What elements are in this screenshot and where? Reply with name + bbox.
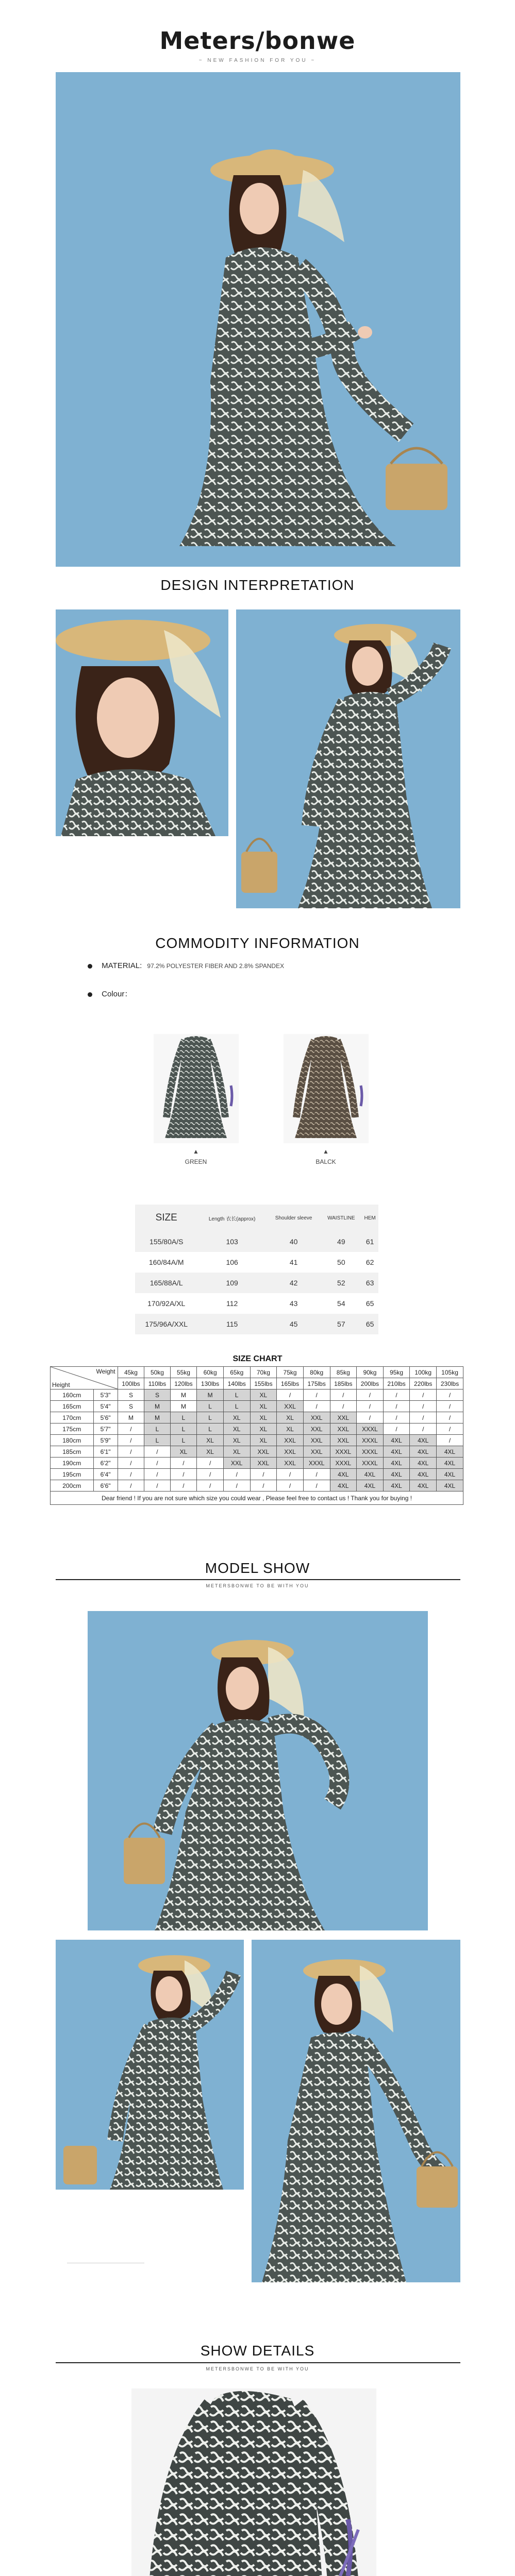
size-chart-cell: / bbox=[170, 1480, 197, 1492]
size-chart-cell: XXXL bbox=[357, 1435, 384, 1446]
size-chart-cell: XL bbox=[223, 1423, 250, 1435]
size-chart-cell: XL bbox=[250, 1423, 277, 1435]
size-chart-cell: 4XL bbox=[383, 1458, 410, 1469]
show-details-title: SHOW DETAILS bbox=[200, 2343, 315, 2359]
size-chart-cell: 4XL bbox=[383, 1435, 410, 1446]
size-chart-row bbox=[51, 1446, 463, 1458]
triangle-marker-icon: ▲ bbox=[193, 1148, 199, 1155]
size-chart-cell: XXL bbox=[277, 1401, 304, 1412]
size-chart-cell: XXL bbox=[303, 1435, 330, 1446]
size-table-cell: 115 bbox=[197, 1314, 266, 1334]
size-chart-cell: 4XL bbox=[330, 1469, 357, 1480]
commodity-information-title: COMMODITY INFORMATION bbox=[155, 935, 360, 951]
waistline-header: WAISTLINE bbox=[321, 1205, 361, 1231]
weight-lbs-header: 140lbs bbox=[223, 1378, 250, 1389]
weight-kg-header: 75kg bbox=[277, 1367, 304, 1378]
size-chart-cell: / bbox=[330, 1389, 357, 1401]
weight-kg-header: 60kg bbox=[197, 1367, 224, 1378]
weight-lbs-header: 185lbs bbox=[330, 1378, 357, 1389]
height-ft-cell: 5'4" bbox=[93, 1401, 118, 1412]
size-chart-cell: L bbox=[223, 1389, 250, 1401]
size-chart-cell: / bbox=[118, 1446, 144, 1458]
model-show-main-photo bbox=[88, 1611, 428, 1930]
height-ft-cell: 6'1" bbox=[93, 1446, 118, 1458]
weight-kg-header: 45kg bbox=[118, 1367, 144, 1378]
size-chart-cell: XXL bbox=[330, 1435, 357, 1446]
height-cm-cell: 200cm bbox=[51, 1480, 94, 1492]
size-table-cell: 54 bbox=[337, 1299, 345, 1308]
height-ft-cell: 6'6" bbox=[93, 1480, 118, 1492]
size-chart-cell: / bbox=[118, 1469, 144, 1480]
size-chart-note-row bbox=[51, 1492, 463, 1505]
size-chart-cell: / bbox=[197, 1469, 224, 1480]
size-chart-cell: M bbox=[197, 1389, 224, 1401]
weight-lbs-header: 230lbs bbox=[437, 1378, 463, 1389]
colour-label: Colour： bbox=[102, 990, 132, 998]
size-chart-cell: / bbox=[383, 1389, 410, 1401]
size-chart-cell: XXL bbox=[223, 1458, 250, 1469]
colour-line bbox=[88, 988, 132, 999]
weight-kg-header: 95kg bbox=[383, 1367, 410, 1378]
size-table-cell: 43 bbox=[289, 1299, 298, 1308]
size-table-cell: 65 bbox=[366, 1299, 374, 1308]
size-chart-cell: / bbox=[410, 1412, 437, 1423]
weight-kg-header: 90kg bbox=[357, 1367, 384, 1378]
weight-kg-header: 85kg bbox=[330, 1367, 357, 1378]
size-chart-cell: 4XL bbox=[437, 1480, 463, 1492]
size-chart-cell: / bbox=[357, 1401, 384, 1412]
material-line bbox=[88, 961, 284, 970]
size-chart-cell: M bbox=[118, 1412, 144, 1423]
size-chart-cell: XL bbox=[250, 1435, 277, 1446]
swatch-green-label: ▲ GREEN bbox=[157, 1148, 235, 1165]
size-table-row bbox=[135, 1231, 378, 1252]
size-chart-cell: XL bbox=[250, 1401, 277, 1412]
size-chart-cell: / bbox=[410, 1423, 437, 1435]
size-chart-row bbox=[51, 1469, 463, 1480]
size-chart-row bbox=[51, 1401, 463, 1412]
size-table-cell: 50 bbox=[337, 1258, 345, 1266]
show-details-subtitle: METERSBONWE TO BE WITH YOU bbox=[206, 2366, 309, 2371]
size-chart-cell: / bbox=[410, 1401, 437, 1412]
size-chart-cell: / bbox=[144, 1446, 170, 1458]
hem-header: HEM bbox=[361, 1205, 378, 1231]
size-chart-cell: / bbox=[383, 1423, 410, 1435]
design-full-photo bbox=[236, 609, 460, 908]
size-chart-cell: XXXL bbox=[330, 1458, 357, 1469]
size-chart-cell: 4XL bbox=[383, 1480, 410, 1492]
model-show-photo-right bbox=[252, 1940, 460, 2282]
weight-height-corner: Weight Height bbox=[51, 1367, 118, 1389]
size-chart-cell: XXL bbox=[330, 1423, 357, 1435]
size-chart-cell: / bbox=[197, 1480, 224, 1492]
size-chart-cell: 4XL bbox=[383, 1469, 410, 1480]
height-cm-cell: 175cm bbox=[51, 1423, 94, 1435]
size-chart-cell: / bbox=[383, 1412, 410, 1423]
size-chart-cell: 4XL bbox=[410, 1458, 437, 1469]
height-cm-cell: 170cm bbox=[51, 1412, 94, 1423]
size-header: SIZE bbox=[135, 1205, 197, 1231]
size-table-cell: 40 bbox=[267, 1231, 321, 1252]
size-chart-cell: L bbox=[144, 1423, 170, 1435]
size-chart-row bbox=[51, 1435, 463, 1446]
size-chart-cell: / bbox=[357, 1389, 384, 1401]
size-chart-cell: / bbox=[303, 1401, 330, 1412]
size-chart-cell: XL bbox=[223, 1446, 250, 1458]
size-chart-cell: / bbox=[330, 1401, 357, 1412]
size-chart-cell: / bbox=[303, 1480, 330, 1492]
size-chart-row bbox=[51, 1480, 463, 1492]
size-chart-cell: XXL bbox=[250, 1458, 277, 1469]
size-chart-cell: 4XL bbox=[410, 1469, 437, 1480]
size-chart-cell: XXL bbox=[303, 1412, 330, 1423]
size-chart-cell: XL bbox=[170, 1446, 197, 1458]
size-chart-cell: L bbox=[144, 1435, 170, 1446]
size-chart-cell: XL bbox=[250, 1412, 277, 1423]
weight-kg-header: 70kg bbox=[250, 1367, 277, 1378]
size-chart-cell: / bbox=[277, 1469, 304, 1480]
size-table-cell: 103 bbox=[197, 1231, 266, 1252]
size-table-cell: 175/96A/XXL bbox=[135, 1314, 197, 1334]
height-ft-cell: 5'3" bbox=[93, 1389, 118, 1401]
size-chart-cell: / bbox=[118, 1480, 144, 1492]
size-table-cell: 57 bbox=[321, 1314, 361, 1334]
size-chart-cell: / bbox=[277, 1389, 304, 1401]
size-chart-cell: 4XL bbox=[437, 1458, 463, 1469]
weight-lbs-header: 155lbs bbox=[250, 1378, 277, 1389]
size-chart-cell: L bbox=[170, 1435, 197, 1446]
swatch-black[interactable] bbox=[284, 1034, 369, 1143]
size-table-cell: 63 bbox=[361, 1273, 378, 1293]
shoulder-header: Shoulder sleeve bbox=[267, 1205, 321, 1231]
size-chart-cell: XXL bbox=[250, 1446, 277, 1458]
weight-lbs-header: 200lbs bbox=[357, 1378, 384, 1389]
weight-lbs-header: 210lbs bbox=[383, 1378, 410, 1389]
size-table-cell: 106 bbox=[226, 1258, 238, 1266]
size-chart-cell: / bbox=[437, 1401, 463, 1412]
size-chart-cell: / bbox=[303, 1469, 330, 1480]
size-chart-cell: 4XL bbox=[383, 1446, 410, 1458]
brand-logo: Meters/bonwe bbox=[159, 27, 356, 55]
weight-kg-header: 65kg bbox=[223, 1367, 250, 1378]
size-chart-cell: XXXL bbox=[357, 1458, 384, 1469]
weight-kg-header: 100kg bbox=[410, 1367, 437, 1378]
size-chart-cell: L bbox=[170, 1423, 197, 1435]
weight-lbs-header: 110lbs bbox=[144, 1378, 170, 1389]
size-chart-cell: XXL bbox=[303, 1423, 330, 1435]
size-chart-cell: / bbox=[223, 1480, 250, 1492]
size-chart-cell: / bbox=[118, 1423, 144, 1435]
brand-tagline: ~ NEW FASHION FOR YOU ~ bbox=[198, 58, 317, 63]
size-table-cell: 45 bbox=[267, 1314, 321, 1334]
size-chart-cell: / bbox=[437, 1412, 463, 1423]
model-show-subtitle: METERSBONWE TO BE WITH YOU bbox=[206, 1583, 309, 1588]
design-interpretation-title: DESIGN INTERPRETATION bbox=[160, 577, 355, 593]
weight-lbs-header: 100lbs bbox=[118, 1378, 144, 1389]
size-chart-cell: 4XL bbox=[330, 1480, 357, 1492]
size-table-row bbox=[135, 1314, 378, 1334]
size-chart-cell: XL bbox=[197, 1435, 224, 1446]
size-chart-cell: / bbox=[197, 1458, 224, 1469]
height-ft-cell: 5'7" bbox=[93, 1423, 118, 1435]
size-chart-cell: XXL bbox=[277, 1435, 304, 1446]
height-cm-cell: 195cm bbox=[51, 1469, 94, 1480]
size-table-cell: 62 bbox=[366, 1258, 374, 1266]
size-chart-cell: L bbox=[197, 1423, 224, 1435]
size-chart-cell: 4XL bbox=[410, 1480, 437, 1492]
size-chart-cell: S bbox=[118, 1389, 144, 1401]
size-chart-cell: / bbox=[118, 1458, 144, 1469]
size-table-cell: 155/80A/S bbox=[135, 1231, 197, 1252]
design-closeup-photo bbox=[56, 609, 228, 836]
size-chart-row bbox=[51, 1389, 463, 1401]
weight-kg-header: 50kg bbox=[144, 1367, 170, 1378]
size-chart-cell: / bbox=[144, 1458, 170, 1469]
size-chart-cell: XXL bbox=[277, 1458, 304, 1469]
size-chart-table bbox=[50, 1366, 463, 1505]
height-ft-cell: 6'2" bbox=[93, 1458, 118, 1469]
height-cm-cell: 185cm bbox=[51, 1446, 94, 1458]
size-table-cell: 65 bbox=[361, 1314, 378, 1334]
size-chart-cell: XL bbox=[277, 1412, 304, 1423]
size-table-cell: 170/92A/XL bbox=[147, 1299, 186, 1308]
height-cm-cell: 160cm bbox=[51, 1389, 94, 1401]
size-chart-cell: L bbox=[197, 1401, 224, 1412]
size-chart-note: Dear friend ! If you are not sure which size you could wear , Please feel free to contact us ! Thank you for buying ! bbox=[51, 1492, 463, 1505]
size-chart-cell: / bbox=[437, 1435, 463, 1446]
size-chart-cell: L bbox=[223, 1401, 250, 1412]
size-table-cell: 165/88A/L bbox=[135, 1273, 197, 1293]
size-chart-cell: / bbox=[357, 1412, 384, 1423]
brand-header bbox=[0, 27, 515, 63]
model-show-photo-left bbox=[56, 1940, 244, 2190]
weight-kg-header: 80kg bbox=[303, 1367, 330, 1378]
size-chart-cell: / bbox=[144, 1469, 170, 1480]
size-chart-cell: XXL bbox=[330, 1412, 357, 1423]
size-chart-cell: L bbox=[197, 1412, 224, 1423]
size-chart-cell: / bbox=[223, 1469, 250, 1480]
weight-lbs-header: 130lbs bbox=[197, 1378, 224, 1389]
size-chart-title: SIZE CHART bbox=[232, 1354, 283, 1363]
swatch-green[interactable] bbox=[154, 1034, 239, 1143]
size-table-cell: 61 bbox=[361, 1231, 378, 1252]
size-chart-cell: S bbox=[144, 1389, 170, 1401]
weight-kg-header: 55kg bbox=[170, 1367, 197, 1378]
size-measurement-table bbox=[135, 1205, 378, 1334]
triangle-marker-icon: ▲ bbox=[323, 1148, 329, 1155]
size-chart-cell: L bbox=[170, 1412, 197, 1423]
size-table-row bbox=[135, 1273, 378, 1293]
height-cm-cell: 180cm bbox=[51, 1435, 94, 1446]
size-chart-row bbox=[51, 1423, 463, 1435]
size-chart-cell: 4XL bbox=[357, 1469, 384, 1480]
height-cm-cell: 165cm bbox=[51, 1401, 94, 1412]
size-chart-cell: XXXL bbox=[330, 1446, 357, 1458]
size-table-cell: 49 bbox=[321, 1231, 361, 1252]
height-ft-cell: 6'4" bbox=[93, 1469, 118, 1480]
size-chart-cell: XL bbox=[223, 1435, 250, 1446]
size-chart-cell: / bbox=[277, 1480, 304, 1492]
size-chart-cell: / bbox=[170, 1469, 197, 1480]
size-chart-cell: M bbox=[170, 1389, 197, 1401]
size-chart-cell: M bbox=[144, 1412, 170, 1423]
size-table-cell: 42 bbox=[267, 1273, 321, 1293]
size-chart-cell: 4XL bbox=[437, 1446, 463, 1458]
height-ft-cell: 5'6" bbox=[93, 1412, 118, 1423]
size-table-row bbox=[135, 1293, 378, 1314]
size-chart-cell: 4XL bbox=[437, 1469, 463, 1480]
size-table-cell: 41 bbox=[289, 1258, 298, 1266]
height-ft-cell: 5'9" bbox=[93, 1435, 118, 1446]
size-chart-cell: / bbox=[437, 1389, 463, 1401]
size-chart-cell: / bbox=[250, 1469, 277, 1480]
size-table-cell: 112 bbox=[226, 1299, 238, 1308]
size-chart-cell: S bbox=[118, 1401, 144, 1412]
size-chart-cell: XXL bbox=[277, 1446, 304, 1458]
size-chart-cell: XL bbox=[277, 1423, 304, 1435]
weight-kg-header: 105kg bbox=[437, 1367, 463, 1378]
size-chart-cell: XL bbox=[223, 1412, 250, 1423]
size-chart-cell: XXL bbox=[303, 1446, 330, 1458]
size-chart-cell: / bbox=[303, 1389, 330, 1401]
size-chart-cell: M bbox=[170, 1401, 197, 1412]
size-chart-cell: M bbox=[144, 1401, 170, 1412]
size-chart-row bbox=[51, 1458, 463, 1469]
size-chart-cell: XXXL bbox=[303, 1458, 330, 1469]
size-chart-cell: XXXL bbox=[357, 1423, 384, 1435]
size-chart-cell: / bbox=[250, 1480, 277, 1492]
size-chart-row bbox=[51, 1412, 463, 1423]
size-chart-cell: / bbox=[383, 1401, 410, 1412]
size-chart-cell: XXXL bbox=[357, 1446, 384, 1458]
material-value: 97.2% POLYESTER FIBER AND 2.8% SPANDEX bbox=[147, 962, 285, 970]
size-chart-cell: / bbox=[118, 1435, 144, 1446]
bullet-icon bbox=[88, 964, 92, 969]
detail-dress-photo bbox=[131, 2388, 376, 2576]
bullet-icon bbox=[88, 992, 92, 997]
size-chart-cell: 4XL bbox=[410, 1446, 437, 1458]
size-table-row bbox=[135, 1252, 378, 1273]
size-chart-cell: / bbox=[170, 1458, 197, 1469]
size-chart-cell: 4XL bbox=[357, 1480, 384, 1492]
size-chart-cell: XL bbox=[250, 1389, 277, 1401]
hero-model-photo bbox=[56, 72, 460, 567]
size-table-cell: 160/84A/M bbox=[148, 1258, 184, 1266]
weight-lbs-header: 175lbs bbox=[303, 1378, 330, 1389]
size-chart-cell: 4XL bbox=[410, 1435, 437, 1446]
show-details-divider bbox=[56, 2362, 460, 2363]
size-table-cell: 52 bbox=[321, 1273, 361, 1293]
size-chart-cell: XL bbox=[197, 1446, 224, 1458]
weight-lbs-header: 120lbs bbox=[170, 1378, 197, 1389]
size-chart-cell: / bbox=[437, 1423, 463, 1435]
size-chart-cell: / bbox=[144, 1480, 170, 1492]
height-cm-cell: 190cm bbox=[51, 1458, 94, 1469]
swatch-black-label: ▲ BALCK bbox=[287, 1148, 364, 1165]
material-label: MATERIAL: bbox=[102, 961, 142, 970]
weight-lbs-header: 165lbs bbox=[277, 1378, 304, 1389]
length-header: Length 衣长(approx) bbox=[197, 1205, 266, 1231]
weight-lbs-header: 220lbs bbox=[410, 1378, 437, 1389]
size-chart-cell: / bbox=[410, 1389, 437, 1401]
model-show-divider bbox=[56, 1579, 460, 1580]
model-show-title: MODEL SHOW bbox=[205, 1560, 310, 1576]
size-table-cell: 109 bbox=[197, 1273, 266, 1293]
